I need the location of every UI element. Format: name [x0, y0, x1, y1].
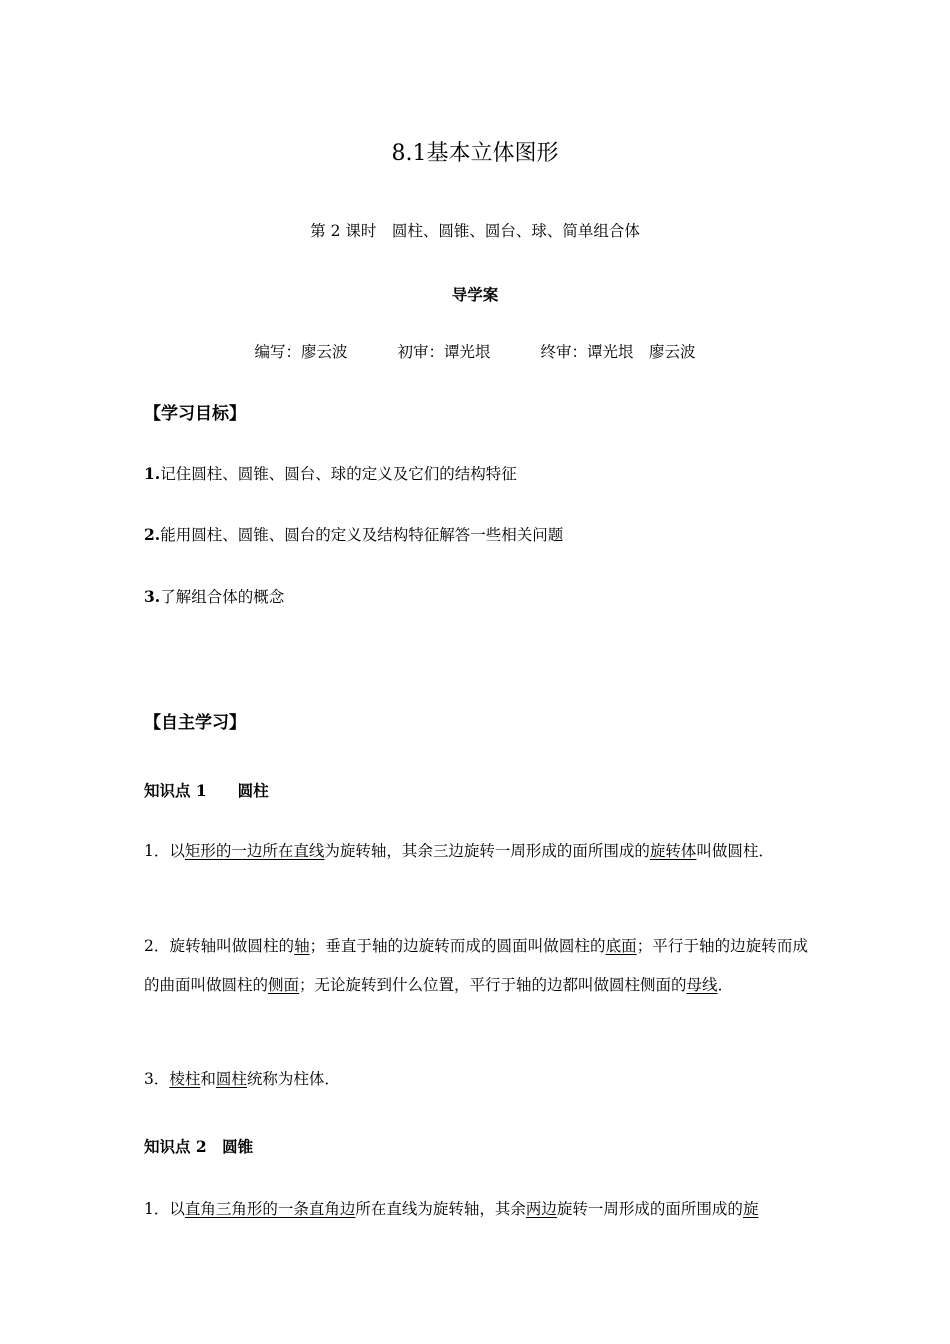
objective-text: 能用圆柱、圆锥、圆台的定义及结构特征解答一些相关问题 — [160, 526, 564, 544]
objective-text: 了解组合体的概念 — [160, 588, 285, 606]
objective-number: 2. — [144, 525, 161, 544]
editor: 编写：廖云波 — [254, 343, 348, 361]
text-run: 为旋转轴，其余三边旋转一周形成的面所围成的 — [324, 842, 650, 860]
kp2-paragraph-1 — [144, 1190, 808, 1229]
objective-item — [144, 585, 284, 607]
objective-text: 记住圆柱、圆锥、圆台、球的定义及它们的结构特征 — [160, 465, 517, 483]
text-run: ；垂直于轴的边旋转而成的圆面叫做圆柱的 — [309, 937, 606, 955]
objective-number: 1. — [144, 464, 161, 483]
kp1-paragraph-1 — [144, 832, 808, 871]
knowledge-point-2-label: 知识点 2 圆锥 — [144, 1137, 254, 1156]
knowledge-point-1-label: 知识点 1 圆柱 — [144, 781, 269, 800]
kp1-paragraph-3 — [144, 1060, 808, 1099]
text-run: 旋转一周形成的面所围成的 — [556, 1200, 743, 1218]
blank-answer: 旋 — [742, 1200, 759, 1218]
blank-answer: 底面 — [605, 937, 637, 955]
text-run: 所在直线为旋转轴，其余 — [355, 1200, 526, 1218]
objective-number: 3. — [144, 587, 161, 606]
reviewer: 初审：谭光垠 — [397, 343, 491, 361]
text-run: ；无论旋转到什么位置，平行于轴的边都叫做圆柱侧面的 — [299, 976, 687, 994]
text-run: ． — [717, 976, 734, 994]
blank-answer: 矩形的一边所在直线 — [184, 842, 325, 860]
blank-answer: 两边 — [525, 1200, 557, 1218]
blank-answer: 直角三角形的一条直角边 — [184, 1200, 356, 1218]
blank-answer: 轴 — [294, 937, 310, 955]
self-study-heading: 【自主学习】 — [144, 713, 246, 733]
text-run: 1．以 — [144, 842, 185, 860]
blank-answer: 圆柱 — [215, 1070, 247, 1088]
blank-answer: 旋转体 — [649, 842, 697, 860]
blank-answer: 侧面 — [268, 976, 300, 994]
guide-label: 导学案 — [451, 285, 499, 304]
page-title: 8.1基本立体图形 — [391, 141, 559, 166]
objectives-heading: 【学习目标】 — [144, 404, 246, 424]
kp1-paragraph-2 — [144, 927, 808, 1005]
blank-answer: 母线 — [686, 976, 718, 994]
blank-answer: 棱柱 — [169, 1070, 201, 1088]
text-run: 和 — [200, 1070, 216, 1088]
text-run: 1．以 — [144, 1200, 185, 1218]
final-reviewer: 终审：谭光垠 廖云波 — [540, 343, 696, 361]
authors-line — [0, 340, 950, 362]
objective-item — [144, 462, 517, 484]
text-run: 3． — [144, 1070, 170, 1088]
text-run: 统称为柱体． — [246, 1070, 340, 1088]
text-run: 叫做圆柱． — [696, 842, 774, 860]
objective-item — [144, 523, 563, 545]
lesson-subtitle: 第 2 课时 圆柱、圆锥、圆台、球、简单组合体 — [310, 222, 640, 240]
text-run: 2．旋转轴叫做圆柱的 — [144, 937, 295, 955]
text-run: ；平行于轴的边旋转而成的曲面叫做圆柱的 — [144, 937, 808, 994]
